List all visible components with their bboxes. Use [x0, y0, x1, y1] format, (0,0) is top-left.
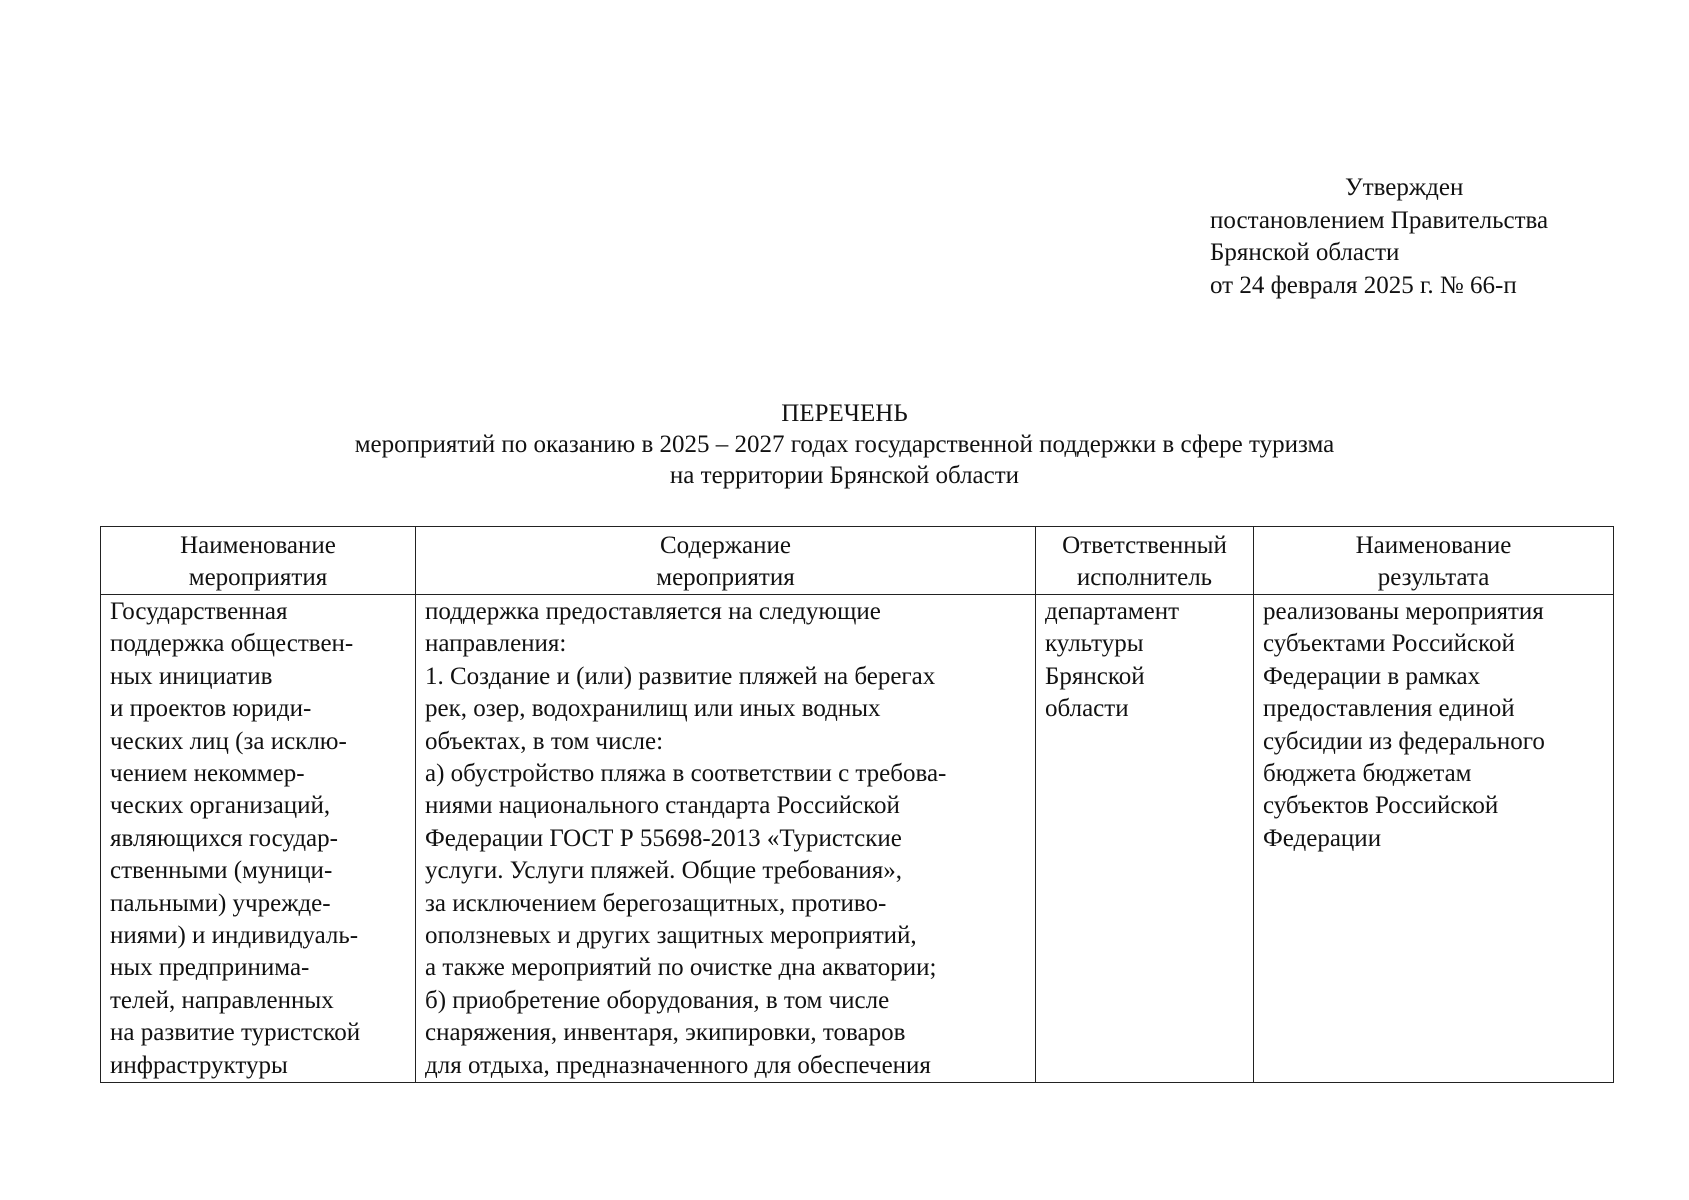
executor-line: области [1045, 695, 1129, 723]
result-line: Федерации в рамках [1263, 662, 1481, 690]
measure-name-line: являющихся государ- [110, 824, 338, 852]
measure-name-line: ческих лиц (за исклю- [110, 727, 347, 755]
measure-content-line: б) приобретение оборудования, в том числе [425, 986, 890, 1014]
measure-name-line: поддержка обществен- [110, 630, 354, 658]
measure-content-line: 1. Создание и (или) развитие пляжей на берегах [425, 662, 936, 690]
cell-result [1254, 595, 1614, 1083]
cell-measure-name [101, 595, 416, 1083]
measure-name-line: и проектов юриди- [110, 695, 312, 723]
header-result-name: Наименование результата [1254, 527, 1614, 595]
measure-content-line: оползневых и других защитных мероприятий, [425, 922, 917, 950]
measure-name-line: ных инициатив [110, 662, 273, 690]
result-line: субъектов Российской [1263, 792, 1499, 820]
measure-name-line: ных предпринима- [110, 954, 310, 982]
measure-content-line: рек, озер, водохранилищ или иных водных [425, 695, 881, 723]
measure-name-line: Государственная [110, 598, 288, 625]
table-row [101, 595, 1614, 1083]
measure-content-line: объектах, в том числе: [425, 727, 664, 755]
approval-line: постановлением Правительства [1210, 206, 1549, 234]
measure-content-line: ниями национального стандарта Российской [425, 792, 900, 820]
cell-measure-content [416, 595, 1036, 1083]
executor-line: департамент [1045, 598, 1180, 625]
measure-name-line: на развитие туристской [110, 1019, 361, 1047]
approval-line: от 24 февраля 2025 г. № 66-п [1210, 271, 1517, 299]
result-line: Федерации [1263, 824, 1382, 852]
measure-name-line: ческих организаций, [110, 792, 331, 820]
measure-content-line: услуги. Услуги пляжей. Общие требования», [425, 857, 903, 885]
document-subtitle-line: мероприятий по оказанию в 2025 – 2027 годах государственной поддержки в сфере туризма [354, 431, 1335, 458]
measure-name-line: пальными) учрежде- [110, 889, 331, 917]
header-measure-name: Наименование мероприятия [101, 527, 416, 595]
header-responsible-executor: Ответственный исполнитель [1036, 527, 1254, 595]
approval-line: Брянской области [1210, 239, 1400, 266]
approval-line: Утвержден [1345, 174, 1464, 201]
executor-line: культуры [1045, 630, 1144, 658]
measure-name-line: инфраструктуры [110, 1051, 288, 1079]
measure-content-line: а) обустройство пляжа в соответствии с требова- [425, 760, 947, 788]
measure-content-line: снаряжения, инвентаря, экипировки, товаров [425, 1019, 906, 1047]
measure-name-line: чением некоммер- [110, 760, 305, 788]
result-line: реализованы мероприятия [1263, 598, 1544, 625]
table-header-row [101, 527, 1614, 595]
result-line: бюджета бюджетам [1263, 760, 1472, 788]
measure-content-line: за исключением берегозащитных, противо- [425, 889, 887, 917]
measure-content-line: поддержка предоставляется на следующие [425, 598, 881, 625]
header-measure-content: Содержание мероприятия [416, 527, 1036, 595]
measure-content-line: а также мероприятий по очистке дна акватории; [425, 954, 937, 982]
approval-stamp [1210, 172, 1548, 302]
result-line: субсидии из федерального [1263, 727, 1545, 755]
cell-executor [1036, 595, 1254, 1083]
measures-table [100, 526, 1614, 1083]
document-title: ПЕРЕЧЕНЬ [781, 400, 908, 427]
measure-name-line: ственными (муници- [110, 857, 333, 885]
document-heading [0, 398, 1689, 491]
result-line: предоставления единой [1263, 695, 1515, 723]
measure-content-line: Федерации ГОСТ Р 55698-2013 «Туристские [425, 824, 902, 852]
measure-name-line: телей, направленных [110, 986, 334, 1014]
measure-content-line: для отдыха, предназначенного для обеспечения [425, 1051, 931, 1079]
executor-line: Брянской [1045, 662, 1145, 690]
document-subtitle-line: на территории Брянской области [669, 462, 1020, 489]
result-line: субъектами Российской [1263, 630, 1515, 658]
measure-content-line: направления: [425, 630, 567, 658]
measure-name-line: ниями) и индивидуаль- [110, 922, 359, 950]
